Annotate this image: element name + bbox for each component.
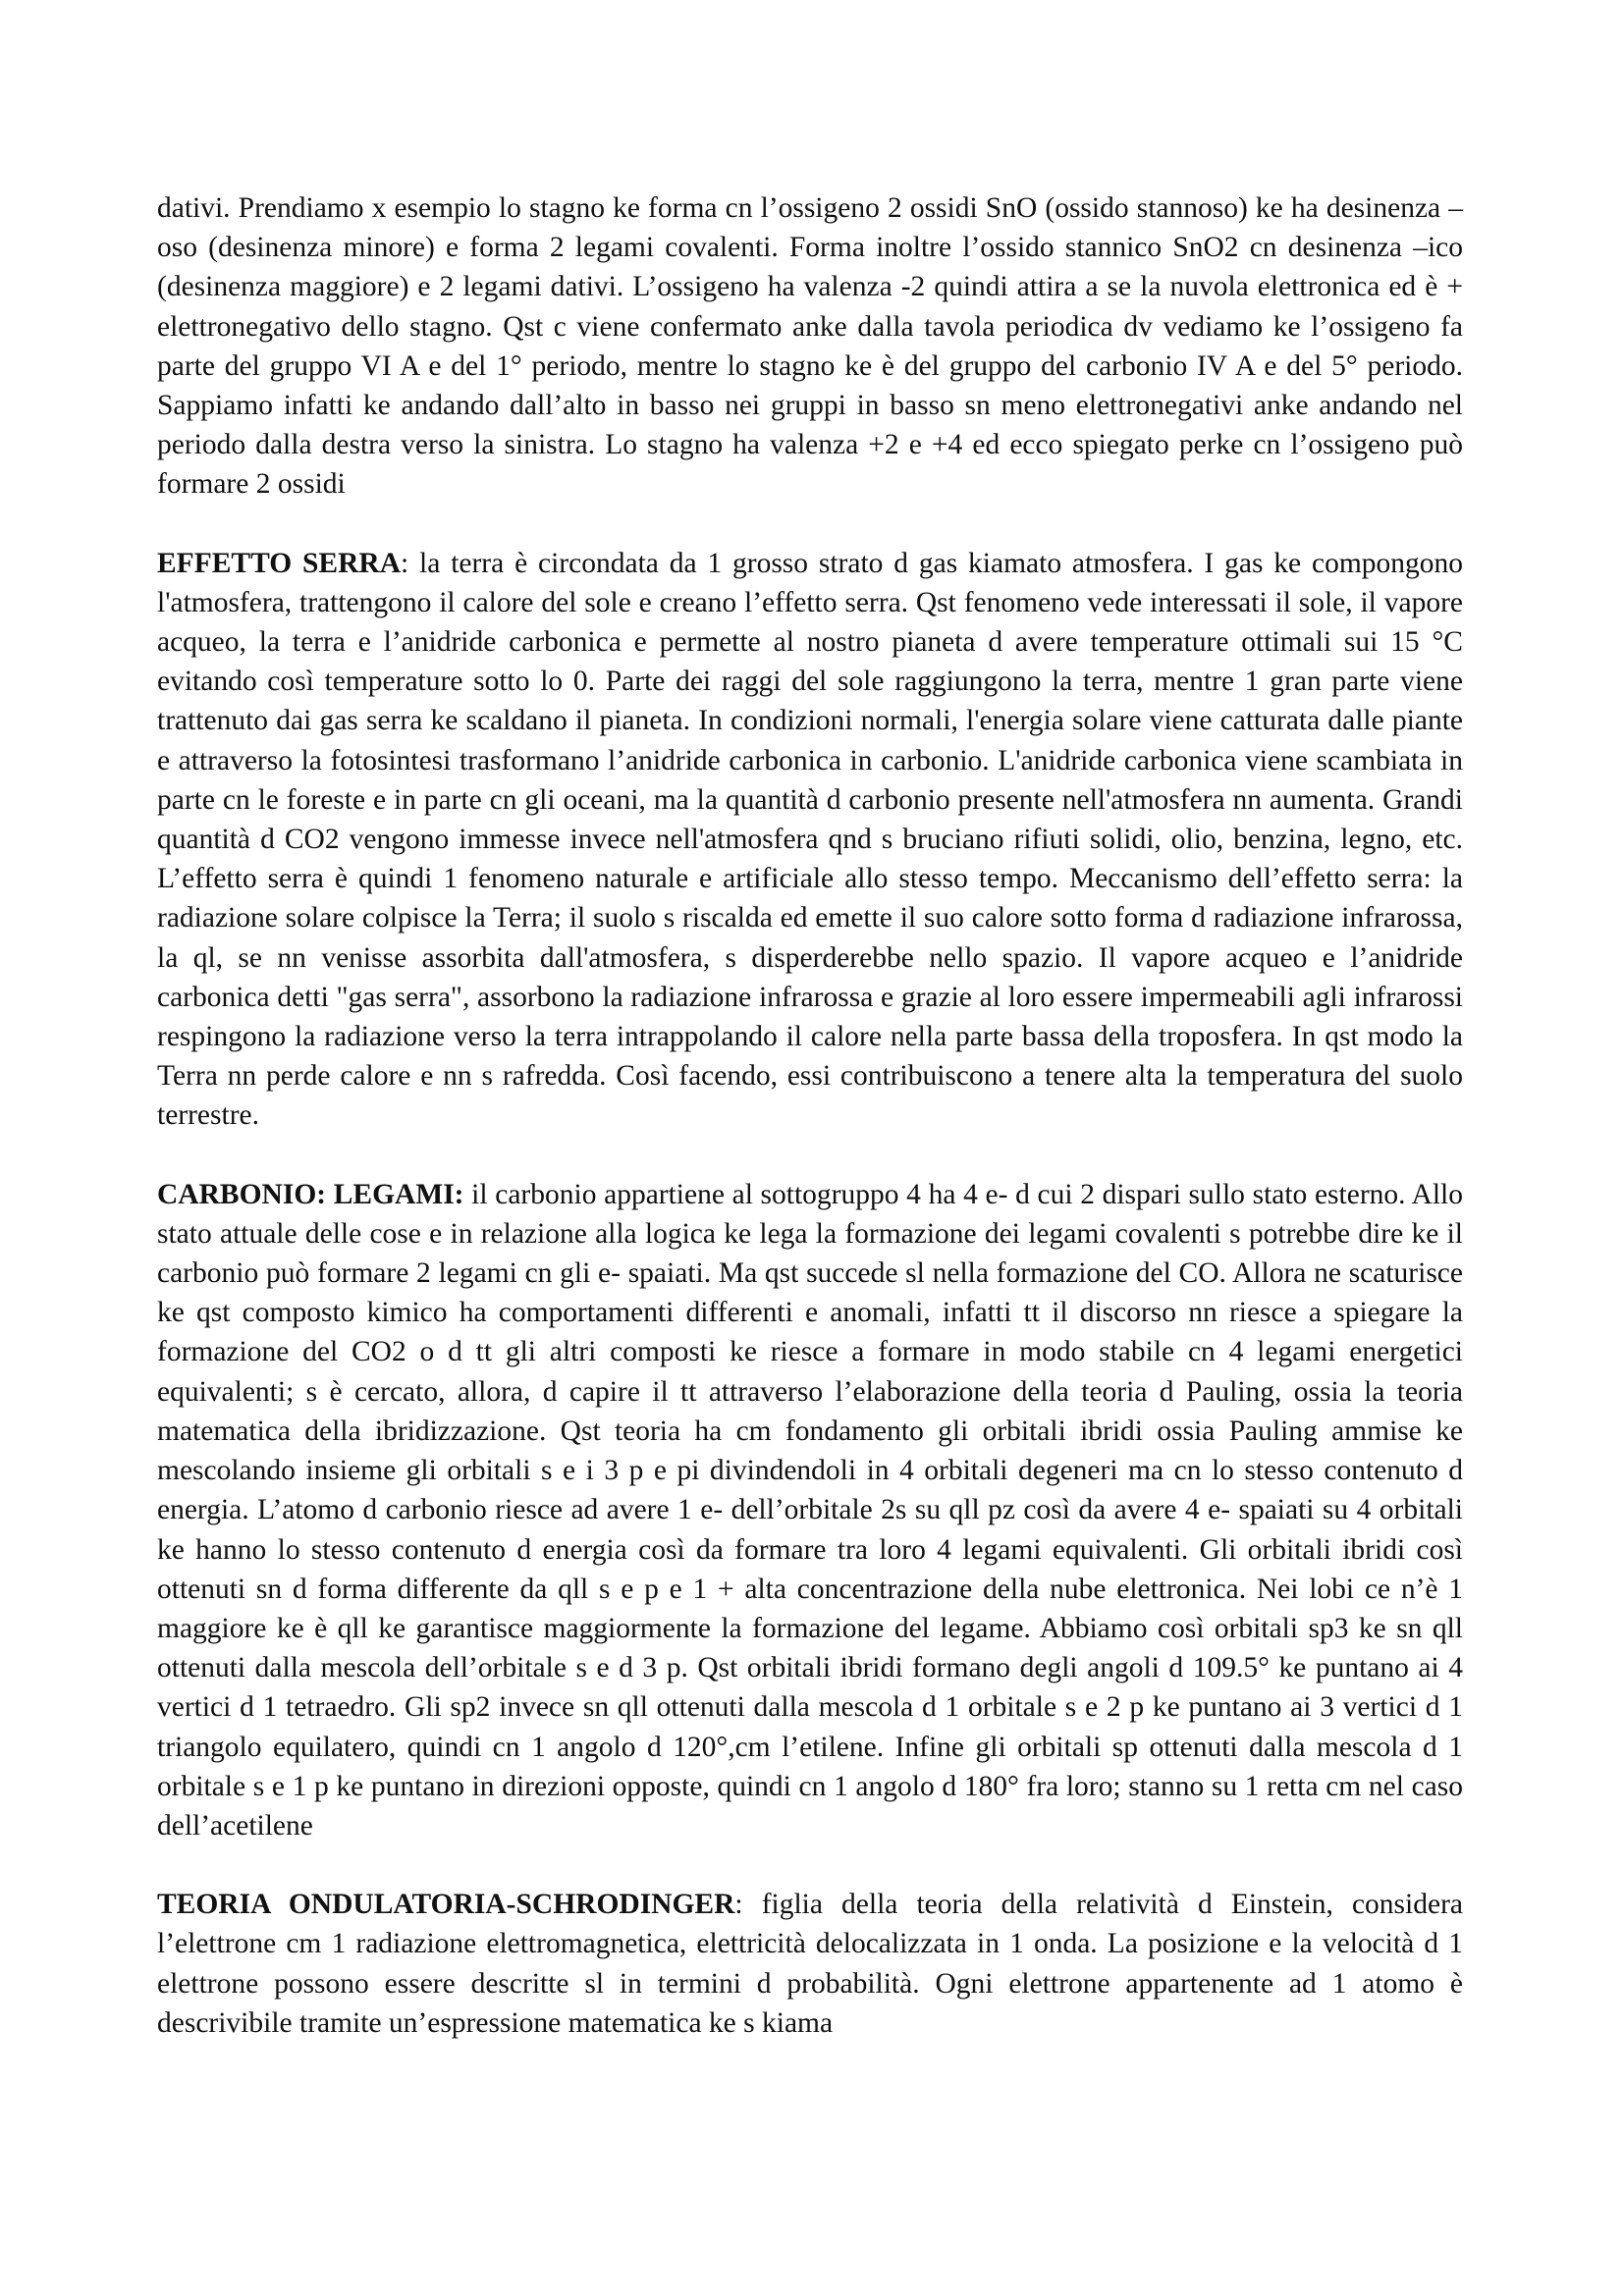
paragraph-text: dativi. Prendiamo x esempio lo stagno ke forma cn l’ossigeno 2 ossidi SnO (ossido stannoso) ke ha desinenza –oso (desinenza minore) e forma 2 legami covalenti. Forma inoltre l’ossido stannico SnO2 cn desinenza –ico (desinenza maggiore) e 2 legami dativi. L’ossigeno ha valenza -2 quindi attira a se la nuvola elettronica ed è + elettronegativo dello stagno. Qst c viene confermato anke dalla tavola periodica dv vediamo ke l’ossigeno fa parte del gruppo VI A e del 1° periodo, mentre lo stagno ke è del gruppo del carbonio IV A e del 5° periodo. Sappiamo infatti ke andando dall’alto in basso nei gruppi in basso sn meno elettronegativi anke andando nel periodo dalla destra verso la sinistra. Lo stagno ha valenza +2 e +4 ed ecco spiegato perke cn l’ossigeno può formare 2 ossidi: [157, 192, 1463, 501]
document-body: [157, 188, 1463, 2043]
section-heading-effetto-serra: EFFETTO SERRA: [157, 547, 402, 579]
paragraph-carbonio-legami: [157, 1175, 1463, 1845]
paragraph-text: : la terra è circondata da 1 grosso strato d gas kiamato atmosfera. I gas ke compongono l'atmosfera, trattengono il calore del sole e creano l’effetto serra. Qst fenomeno vede interessati il sole, il vapore acqueo, la terra e l’anidride carbonica e permette al nostro pianeta d avere temperature ottimali sui 15 °C evitando così temperature sotto lo 0. Parte dei raggi del sole raggiungono la terra, mentre 1 gran parte viene trattenuto dai gas serra ke scaldano il pianeta. In condizioni normali, l'energia solare viene catturata dalle piante e attraverso la fotosintesi trasformano l’anidride carbonica in carbonio. L'anidride carbonica viene scambiata in parte cn le foreste e in parte cn gli oceani, ma la quantità d carbonio presente nell'atmosfera nn aumenta. Grandi quantità d CO2 vengono immesse invece nell'atmosfera qnd s bruciano rifiuti solidi, olio, benzina, legno, etc. L’effetto serra è quindi 1 fenomeno naturale e artificiale allo stesso tempo. Meccanismo dell’effetto serra: la radiazione solare colpisce la Terra; il suolo s riscalda ed emette il suo calore sotto forma d radiazione infrarossa, la ql, se nn venisse assorbita dall'atmosfera, s disperderebbe nello spazio. Il vapore acqueo e l’anidride carbonica detti "gas serra", assorbono la radiazione infrarossa e grazie al loro essere impermeabili agli infrarossi respingono la radiazione verso la terra intrappolando il calore nella parte bassa della troposfera. In qst modo la Terra nn perde calore e nn s rafredda. Così facendo, essi contribuiscono a tenere alta la temperatura del suolo terrestre.: [157, 547, 1464, 1132]
paragraph-teoria-ondulatoria: [157, 1885, 1463, 2043]
paragraph-effetto-serra: [157, 544, 1463, 1136]
paragraph-stagno-ossidi: [157, 188, 1463, 505]
paragraph-text: : figlia della teoria della relatività d Einstein, considera l’elettrone cm 1 radiazione elettromagnetica, elettricità delocalizzata in 1 onda. La posizione e la velocità d 1 elettrone possono essere descritte sl in termini d probabilità. Ogni elettrone appartenente ad 1 atomo è descrivibile tramite un’espressione matematica ke s kiama: [157, 1889, 1463, 2039]
paragraph-text: il carbonio appartiene al sottogruppo 4 ha 4 e- d cui 2 dispari sullo stato esterno. Allo stato attuale delle cose e in relazione alla logica ke lega la formazione dei legami covalenti s potrebbe dire ke il carbonio può formare 2 legami cn gli e- spaiati. Ma qst succede sl nella formazione del CO. Allora ne scaturisce ke qst composto kimico ha comportamenti differenti e anomali, infatti tt il discorso nn riesce a spiegare la formazione del CO2 o d tt gli altri composti ke riesce a formare in modo stabile cn 4 legami energetici equivalenti; s è cercato, allora, d capire il tt attraverso l’elaborazione della teoria d Pauling, ossia la teoria matematica della ibridizzazione. Qst teoria ha cm fondamento gli orbitali ibridi ossia Pauling ammise ke mescolando insieme gli orbitali s e i 3 p e pi divindendoli in 4 orbitali degeneri ma cn lo stesso contenuto d energia. L’atomo d carbonio riesce ad avere 1 e- dell’orbitale 2s su qll pz così da avere 4 e- spaiati su 4 orbitali ke hanno lo stesso contenuto d energia così da formare tra loro 4 legami equivalenti. Gli orbitali ibridi così ottenuti sn d forma differente da qll s e p e 1 + alta concentrazione della nube elettronica. Nei lobi ce n’è 1 maggiore ke è qll ke garantisce maggiormente la formazione del legame. Abbiamo così orbitali sp3 ke sn qll ottenuti dalla mescola dell’orbitale s e d 3 p. Qst orbitali ibridi formano degli angoli d 109.5° ke puntano ai 4 vertici d 1 tetraedro. Gli sp2 invece sn qll ottenuti dalla mescola d 1 orbitale s e 2 p ke puntano ai 3 vertici d 1 triangolo equilatero, quindi cn 1 angolo d 120°,cm l’etilene. Infine gli orbitali sp ottenuti dalla mescola d 1 orbitale s e 1 p ke puntano in direzioni opposte, quindi cn 1 angolo d 180° fra loro; stanno su 1 retta cm nel caso dell’acetilene: [157, 1178, 1464, 1842]
section-heading-teoria-ondulatoria: TEORIA ONDULATORIA-SCHRODINGER: [157, 1889, 735, 1921]
section-heading-carbonio-legami: CARBONIO: LEGAMI:: [157, 1178, 464, 1210]
